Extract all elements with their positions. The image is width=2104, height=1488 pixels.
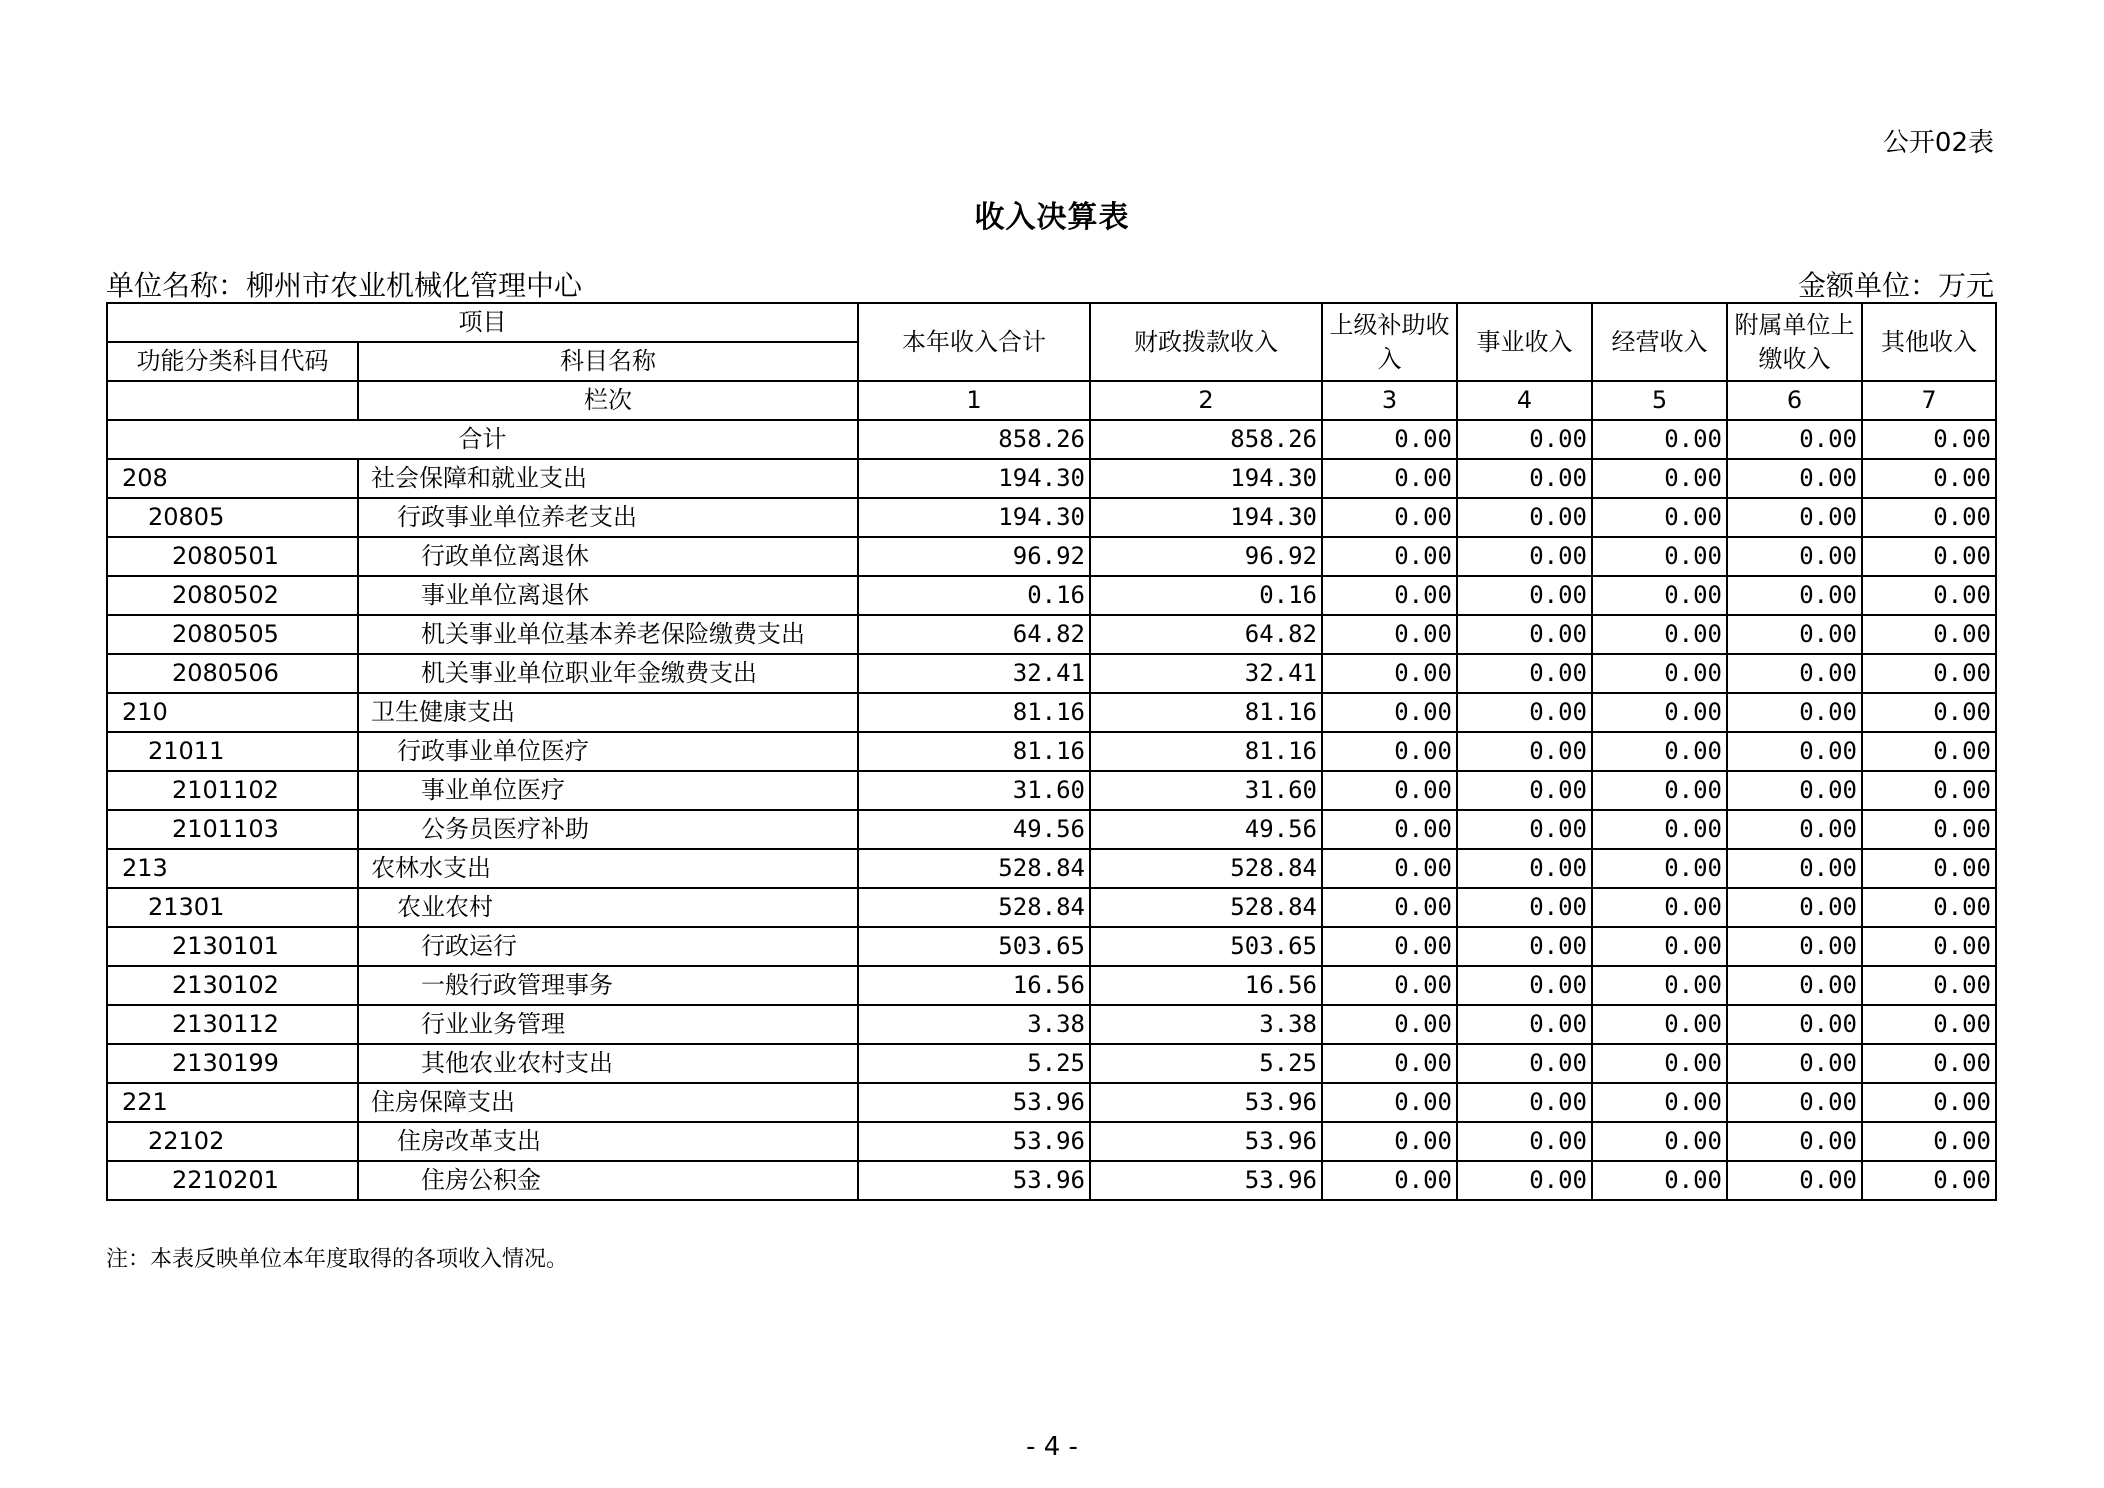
row-value: 31.60 [1090,771,1322,810]
row-value: 53.96 [1090,1122,1322,1161]
row-value: 53.96 [1090,1161,1322,1200]
row-name: 行政运行 [358,927,858,966]
table-row [107,576,1996,615]
row-value: 0.00 [1727,537,1862,576]
row-value: 53.96 [1090,1083,1322,1122]
header-fiscal: 财政拨款收入 [1090,303,1322,381]
row-name: 机关事业单位基本养老保险缴费支出 [358,615,858,654]
total-value: 0.00 [1322,420,1457,459]
table-row [107,615,1996,654]
row-value: 0.00 [1862,576,1996,615]
row-code: 210 [107,693,358,732]
amount-unit: 金额单位：万元 [1797,269,1994,302]
row-value: 0.00 [1862,849,1996,888]
row-value: 0.00 [1592,927,1727,966]
row-value: 0.00 [1457,888,1592,927]
row-value: 0.00 [1727,966,1862,1005]
row-value: 16.56 [858,966,1090,1005]
unit-name: 单位名称：柳州市农业机械化管理中心 [106,269,583,302]
total-value: 858.26 [1090,420,1322,459]
row-value: 0.00 [1862,693,1996,732]
row-value: 64.82 [858,615,1090,654]
total-value: 0.00 [1862,420,1996,459]
row-value: 3.38 [1090,1005,1322,1044]
table-row [107,927,1996,966]
header-other: 其他收入 [1862,303,1996,381]
row-value: 0.00 [1727,1122,1862,1161]
row-value: 0.00 [1862,1005,1996,1044]
row-value: 0.00 [1862,1083,1996,1122]
row-value: 0.00 [1457,498,1592,537]
row-code: 2130199 [107,1044,358,1083]
row-value: 0.00 [1322,1122,1457,1161]
table-row [107,498,1996,537]
header-name: 科目名称 [358,342,858,381]
table-note: 注：本表反映单位本年度取得的各项收入情况。 [106,1247,569,1272]
row-value: 0.00 [1727,1044,1862,1083]
row-name: 住房保障支出 [358,1083,858,1122]
row-value: 0.00 [1592,654,1727,693]
row-value: 0.00 [1457,927,1592,966]
row-value: 0.00 [1727,771,1862,810]
row-value: 53.96 [858,1122,1090,1161]
row-value: 0.00 [1727,693,1862,732]
row-value: 0.00 [1862,732,1996,771]
row-value: 0.00 [1457,693,1592,732]
row-value: 96.92 [1090,537,1322,576]
row-code: 21011 [107,732,358,771]
row-value: 0.00 [1727,927,1862,966]
row-value: 0.00 [1322,693,1457,732]
row-value: 0.00 [1457,849,1592,888]
total-label: 合计 [107,420,858,459]
row-value: 0.00 [1322,888,1457,927]
row-value: 0.00 [1862,888,1996,927]
row-value: 0.00 [1457,771,1592,810]
row-name: 社会保障和就业支出 [358,459,858,498]
row-code: 2101102 [107,771,358,810]
row-value: 0.00 [1592,459,1727,498]
row-value: 0.00 [1592,888,1727,927]
row-value: 81.16 [858,693,1090,732]
row-value: 0.00 [1457,1005,1592,1044]
row-value: 0.00 [1592,693,1727,732]
row-code: 2130112 [107,1005,358,1044]
row-value: 0.00 [1862,771,1996,810]
row-code: 2080505 [107,615,358,654]
row-name: 农业农村 [358,888,858,927]
row-name: 机关事业单位职业年金缴费支出 [358,654,858,693]
row-value: 0.00 [1592,1122,1727,1161]
row-value: 0.00 [1862,498,1996,537]
row-value: 0.00 [1727,498,1862,537]
row-value: 0.00 [1727,1161,1862,1200]
row-value: 0.00 [1322,849,1457,888]
row-value: 503.65 [858,927,1090,966]
row-value: 0.00 [1322,459,1457,498]
row-code: 2080502 [107,576,358,615]
page-title: 收入决算表 [974,200,1130,235]
row-value: 16.56 [1090,966,1322,1005]
row-value: 0.00 [1727,576,1862,615]
row-value: 0.16 [858,576,1090,615]
row-value: 0.00 [1322,810,1457,849]
row-value: 0.00 [1457,1161,1592,1200]
row-name: 农林水支出 [358,849,858,888]
row-value: 0.00 [1322,1161,1457,1200]
row-value: 528.84 [1090,888,1322,927]
row-value: 528.84 [858,849,1090,888]
row-value: 0.00 [1592,615,1727,654]
row-value: 0.00 [1727,732,1862,771]
table-row [107,1083,1996,1122]
table-row [107,1122,1996,1161]
row-value: 0.00 [1322,654,1457,693]
table-row [107,810,1996,849]
row-value: 0.00 [1592,849,1727,888]
row-value: 0.00 [1862,1044,1996,1083]
total-value: 0.00 [1457,420,1592,459]
row-value: 194.30 [1090,459,1322,498]
col-index-7: 7 [1862,381,1996,420]
row-value: 32.41 [1090,654,1322,693]
row-value: 0.00 [1592,1161,1727,1200]
row-value: 0.00 [1727,459,1862,498]
row-value: 0.00 [1727,849,1862,888]
row-value: 0.00 [1322,1083,1457,1122]
row-value: 0.00 [1862,1122,1996,1161]
row-value: 528.84 [858,888,1090,927]
row-value: 0.00 [1592,1005,1727,1044]
row-code: 2130102 [107,966,358,1005]
row-value: 0.00 [1592,576,1727,615]
row-name: 行政单位离退休 [358,537,858,576]
row-value: 0.00 [1457,966,1592,1005]
table-row [107,849,1996,888]
total-value: 0.00 [1592,420,1727,459]
row-value: 0.00 [1862,654,1996,693]
row-value: 96.92 [858,537,1090,576]
row-value: 0.00 [1457,732,1592,771]
row-value: 53.96 [858,1083,1090,1122]
row-code: 221 [107,1083,358,1122]
header-superior-subsidy: 上级补助收入 [1322,303,1457,381]
row-value: 528.84 [1090,849,1322,888]
row-code: 2210201 [107,1161,358,1200]
header-code: 功能分类科目代码 [107,342,358,381]
col-index-2: 2 [1090,381,1322,420]
total-value: 858.26 [858,420,1090,459]
total-value: 0.00 [1727,420,1862,459]
col-index-6: 6 [1727,381,1862,420]
header-col-index: 栏次 [358,381,858,420]
row-value: 0.00 [1457,654,1592,693]
row-value: 0.00 [1727,1005,1862,1044]
col-index-1: 1 [858,381,1090,420]
row-value: 53.96 [858,1161,1090,1200]
row-code: 208 [107,459,358,498]
row-name: 其他农业农村支出 [358,1044,858,1083]
row-value: 0.00 [1457,537,1592,576]
row-value: 0.00 [1457,810,1592,849]
row-value: 0.00 [1727,888,1862,927]
row-value: 0.00 [1862,459,1996,498]
col-index-3: 3 [1322,381,1457,420]
row-value: 0.00 [1727,654,1862,693]
row-value: 0.00 [1862,927,1996,966]
table-row [107,771,1996,810]
row-value: 81.16 [858,732,1090,771]
row-value: 503.65 [1090,927,1322,966]
table-row [107,459,1996,498]
table-row [107,732,1996,771]
row-value: 0.00 [1727,615,1862,654]
row-code: 22102 [107,1122,358,1161]
row-value: 3.38 [858,1005,1090,1044]
row-code: 21301 [107,888,358,927]
row-name: 行政事业单位医疗 [358,732,858,771]
table-row [107,966,1996,1005]
table-row [107,1005,1996,1044]
row-value: 0.00 [1457,1122,1592,1161]
form-number: 公开02表 [1882,128,1994,158]
row-value: 0.00 [1322,927,1457,966]
row-value: 0.00 [1727,1083,1862,1122]
header-operating: 经营收入 [1592,303,1727,381]
row-value: 0.00 [1322,966,1457,1005]
row-code: 213 [107,849,358,888]
row-name: 事业单位医疗 [358,771,858,810]
header-business: 事业收入 [1457,303,1592,381]
row-value: 5.25 [1090,1044,1322,1083]
row-value: 0.00 [1322,1005,1457,1044]
row-value: 0.00 [1862,1161,1996,1200]
row-value: 0.00 [1592,1083,1727,1122]
table-row [107,537,1996,576]
row-value: 0.00 [1322,615,1457,654]
table-row [107,1161,1996,1200]
row-value: 0.00 [1457,1083,1592,1122]
col-index-5: 5 [1592,381,1727,420]
row-value: 0.00 [1862,810,1996,849]
row-value: 0.00 [1862,615,1996,654]
row-value: 0.00 [1727,810,1862,849]
table-row [107,888,1996,927]
row-value: 0.00 [1457,576,1592,615]
row-code: 2101103 [107,810,358,849]
row-value: 49.56 [1090,810,1322,849]
row-value: 0.00 [1322,771,1457,810]
row-name: 公务员医疗补助 [358,810,858,849]
row-name: 事业单位离退休 [358,576,858,615]
row-name: 住房改革支出 [358,1122,858,1161]
row-code: 2130101 [107,927,358,966]
income-table [106,302,1997,1201]
row-value: 31.60 [858,771,1090,810]
row-value: 0.00 [1592,771,1727,810]
table-row [107,693,1996,732]
row-value: 0.00 [1322,576,1457,615]
row-value: 64.82 [1090,615,1322,654]
row-name: 一般行政管理事务 [358,966,858,1005]
row-value: 194.30 [858,498,1090,537]
row-name: 行业业务管理 [358,1005,858,1044]
row-value: 49.56 [858,810,1090,849]
row-code: 2080506 [107,654,358,693]
row-value: 0.00 [1592,810,1727,849]
row-value: 81.16 [1090,732,1322,771]
header-affiliated: 附属单位上缴收入 [1727,303,1862,381]
row-value: 0.00 [1862,537,1996,576]
header-total-income: 本年收入合计 [858,303,1090,381]
row-value: 0.00 [1592,732,1727,771]
row-name: 住房公积金 [358,1161,858,1200]
header-index-blank [107,381,358,420]
table-row [107,654,1996,693]
row-value: 0.00 [1322,732,1457,771]
row-value: 0.00 [1592,498,1727,537]
row-value: 81.16 [1090,693,1322,732]
row-value: 0.00 [1592,537,1727,576]
header-item: 项目 [107,303,858,342]
row-code: 20805 [107,498,358,537]
row-value: 0.00 [1322,537,1457,576]
row-value: 5.25 [858,1044,1090,1083]
row-value: 194.30 [858,459,1090,498]
total-row [107,420,1996,459]
row-value: 0.00 [1592,1044,1727,1083]
row-code: 2080501 [107,537,358,576]
row-value: 0.00 [1862,966,1996,1005]
row-value: 32.41 [858,654,1090,693]
row-value: 0.16 [1090,576,1322,615]
col-index-4: 4 [1457,381,1592,420]
row-value: 0.00 [1457,615,1592,654]
row-value: 0.00 [1457,459,1592,498]
table-row [107,1044,1996,1083]
row-name: 行政事业单位养老支出 [358,498,858,537]
row-value: 0.00 [1457,1044,1592,1083]
row-value: 0.00 [1592,966,1727,1005]
row-value: 194.30 [1090,498,1322,537]
row-value: 0.00 [1322,1044,1457,1083]
page-number: - 4 - [1026,1432,1078,1462]
row-value: 0.00 [1322,498,1457,537]
row-name: 卫生健康支出 [358,693,858,732]
